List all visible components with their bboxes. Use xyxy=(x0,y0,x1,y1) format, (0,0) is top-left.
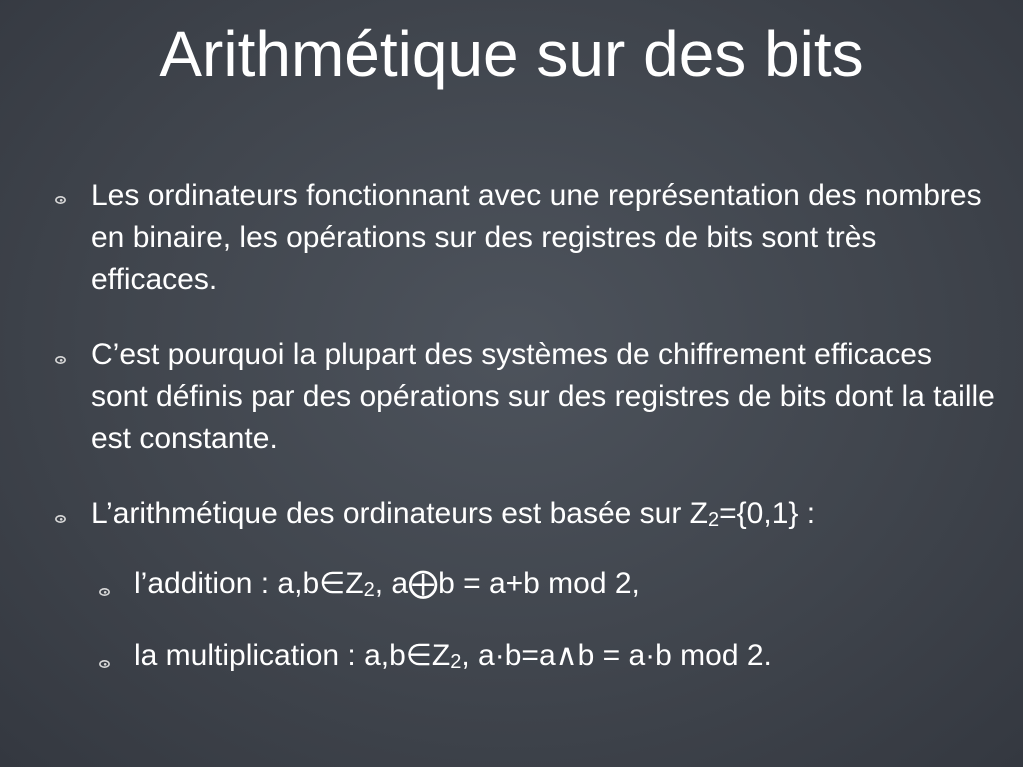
curl-bullet-icon xyxy=(55,356,66,364)
sub-bullet-text-after: , a⨁b = a+b mod 2, xyxy=(374,567,640,600)
subscript: 2 xyxy=(450,651,462,673)
bullet-item xyxy=(91,334,996,460)
curl-bullet-icon xyxy=(99,588,110,596)
sub-bullet-text-after: , a·b=a∧b = a·b mod 2. xyxy=(461,639,772,672)
subscript: 2 xyxy=(708,509,720,531)
curl-bullet-icon xyxy=(55,196,66,204)
sub-bullet-item xyxy=(134,563,994,608)
sub-bullet-text-before: la multiplication : a,b∈Z xyxy=(134,639,451,672)
subscript: 2 xyxy=(363,579,375,601)
sub-bullet-text-before: l’addition : a,b∈Z xyxy=(134,567,364,600)
bullet-text-after: ={0,1} : xyxy=(719,497,816,530)
bullet-text-before: L’arithmétique des ordinateurs est basée sur Z xyxy=(91,497,709,530)
bullet-item xyxy=(91,493,996,538)
curl-bullet-icon xyxy=(55,515,66,523)
sub-bullet-item xyxy=(134,635,994,680)
slide-title: Arithmétique sur des bits xyxy=(159,18,864,90)
curl-bullet-icon xyxy=(99,660,110,668)
bullet-text: C’est pourquoi la plupart des systèmes de chiffrement efficaces sont définis par des opérations sur des registres de bits dont la taille est constante. xyxy=(91,338,995,455)
bullet-item xyxy=(91,175,996,301)
bullet-text: Les ordinateurs fonctionnant avec une représentation des nombres en binaire, les opérations sur des registres de bits sont très efficaces. xyxy=(91,179,982,296)
